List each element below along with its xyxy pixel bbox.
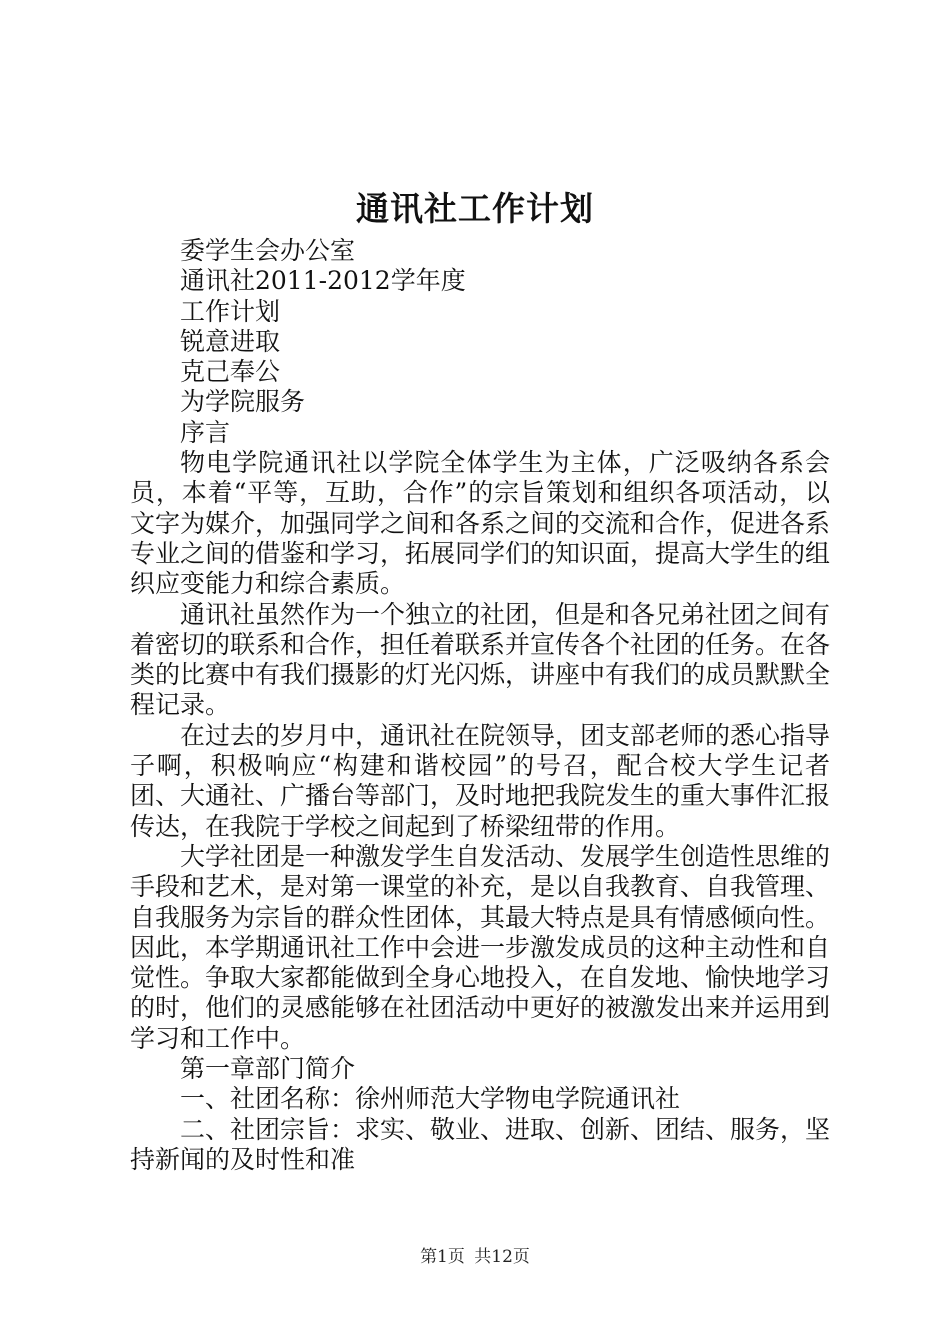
paragraph-body: 大学社团是一种激发学生自发活动、发展学生创造性思维的手段和艺术，是对第一课堂的补充，是以自我教育、自我管理、自我服务为宗旨的群众性团体，其最大特点是具有情感倾向性。因此，本学期通讯社工作中会进一步激发成员的这种主动性和自觉性。争取大家都能做到全身心地投入，在自发地、愉快地学习的时，他们的灵感能够在社团活动中更好的被激发出来并运用到学习和工作中。 xyxy=(130,841,831,1053)
page-total: 共12页 xyxy=(474,1247,530,1267)
paragraph-year: 通讯社2011-2012学年度 xyxy=(180,266,466,296)
paragraph-club-name: 一、社团名称：徐州师范大学物电学院通讯社 xyxy=(180,1084,681,1114)
paragraph-motto-1: 锐意进取 xyxy=(180,326,281,356)
page-number: 第1页 xyxy=(420,1247,465,1267)
paragraph-motto-2: 克己奉公 xyxy=(180,357,281,387)
paragraph-club-purpose: 二、社团宗旨：求实、敬业、进取、创新、团结、服务，坚持新闻的及时性和准 xyxy=(130,1114,831,1174)
paragraph-body: 物电学院通讯社以学院全体学生为主体，广泛吸纳各系会员，本着“平等，互助，合作”的宗旨策划和组织各项活动，以文字为媒介，加强同学之间和各系之间的交流和合作，促进各系专业之间的借鉴和学习，拓展同学们的知识面，提高大学生的组织应变能力和综合素质。 xyxy=(130,448,831,599)
paragraph-motto-3: 为学院服务 xyxy=(180,387,306,417)
document-title: 通讯社工作计划 xyxy=(356,189,594,228)
chapter-heading: 第一章部门简介 xyxy=(180,1054,356,1084)
paragraph-body: 通讯社虽然作为一个独立的社团，但是和各兄弟社团之间有着密切的联系和合作，担任着联系并宣传各个社团的任务。在各类的比赛中有我们摄影的灯光闪烁，讲座中有我们的成员默默全程记录。 xyxy=(130,599,831,720)
paragraph-plan: 工作计划 xyxy=(180,296,281,326)
page-footer xyxy=(0,1245,950,1269)
paragraph-office: 委学生会办公室 xyxy=(180,236,356,265)
paragraph-preface-heading: 序言 xyxy=(180,417,231,447)
paragraph-body: 在过去的岁月中，通讯社在院领导，团支部老师的悉心指导子啊，积极响应“构建和谐校园”的号召，配合校大学生记者团、大通社、广播台等部门，及时地把我院发生的重大事件汇报传达，在我院于学校之间起到了桥梁纽带的作用。 xyxy=(130,720,831,841)
document-body xyxy=(130,236,830,1175)
